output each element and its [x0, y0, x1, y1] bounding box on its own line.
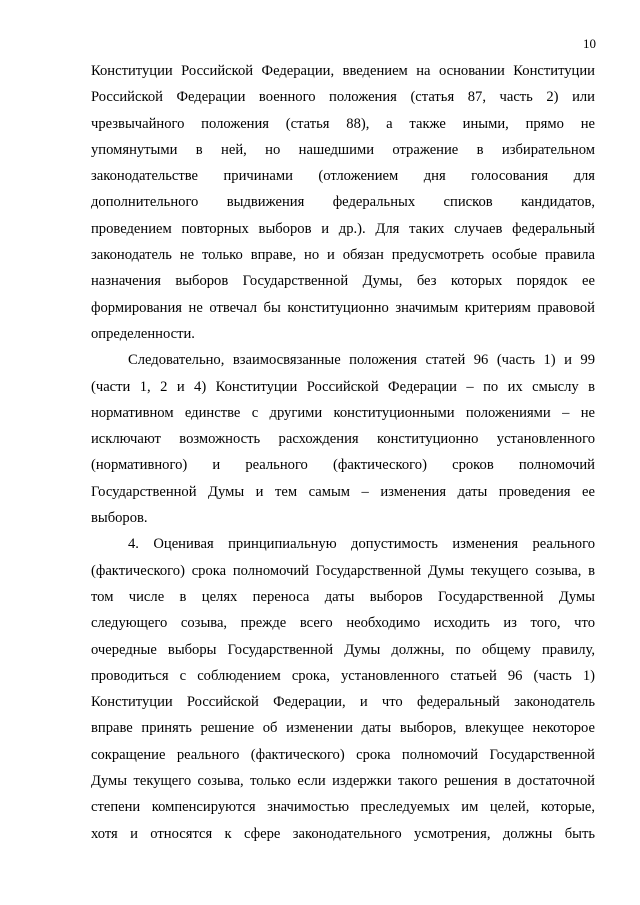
document-body [91, 58, 595, 847]
text-line: том числе в целях переноса даты выборов Государственной Думы [91, 588, 595, 605]
text-line: выборов. [91, 510, 148, 527]
text-line: назначения выборов Государственной Думы, без которых порядок ее [91, 273, 595, 290]
text-line: (нормативного) и реального (фактического) сроков полномочий [91, 457, 595, 474]
text-line: (части 1, 2 и 4) Конституции Российской Федерации – по их смыслу в [91, 378, 595, 395]
text-line: формирования не отвечал бы конституционно значимым критериям правовой [91, 299, 595, 316]
text-line: проведением повторных выборов и др.). Для таких случаев федеральный [91, 220, 595, 237]
text-line: (фактического) срока полномочий Государственной Думы текущего созыва, в [91, 562, 595, 579]
text-line: Конституции Российской Федерации, введением на основании Конституции [91, 63, 595, 79]
text-line: Государственной Думы и тем самым – изменения даты проведения ее [91, 483, 595, 500]
text-line: дополнительного выдвижения федеральных списков кандидатов, [91, 194, 595, 211]
text-line: вправе принять решение об изменении даты выборов, влекущее некоторое [91, 720, 595, 737]
text-line: следующего созыва, прежде всего необходимо исходить из того, что [91, 615, 595, 632]
text-line: очередные выборы Государственной Думы должны, по общему правилу, [91, 641, 595, 658]
text-line: исключают возможность расхождения конституционно установленного [91, 431, 595, 448]
text-line: упомянутыми в ней, но нашедшими отражение в избирательном [91, 141, 595, 158]
text-line: законодательстве причинами (отложением дня голосования для [91, 168, 595, 185]
text-line: законодатель не только вправе, но и обязан предусмотреть особые правила [91, 247, 595, 264]
text-line: Следовательно, взаимосвязанные положения статей 96 (часть 1) и 99 [128, 352, 595, 369]
text-line: 4. Оценивая принципиальную допустимость изменения реального [128, 536, 595, 553]
text-line: проводиться с соблюдением срока, установленного статьей 96 (часть 1) [91, 667, 595, 684]
text-line: Конституции Российской Федерации, и что федеральный законодатель [91, 694, 595, 711]
text-line: хотя и относятся к сфере законодательного усмотрения, должны быть [91, 825, 595, 842]
text-line: чрезвычайного положения (статья 88), а также иными, прямо не [91, 115, 595, 132]
text-line: Российской Федерации военного положения (статья 87, часть 2) или [91, 89, 595, 106]
text-line: определенности. [91, 325, 195, 342]
page-number: 10 [583, 36, 596, 51]
text-line: Думы текущего созыва, только если издержки такого решения в достаточной [91, 773, 595, 790]
text-line: нормативном единстве с другими конституционными положениями – не [91, 404, 595, 421]
text-line: степени компенсируются значимостью преследуемых им целей, которые, [91, 799, 595, 816]
text-line: сокращение реального (фактического) срока полномочий Государственной [91, 746, 595, 763]
